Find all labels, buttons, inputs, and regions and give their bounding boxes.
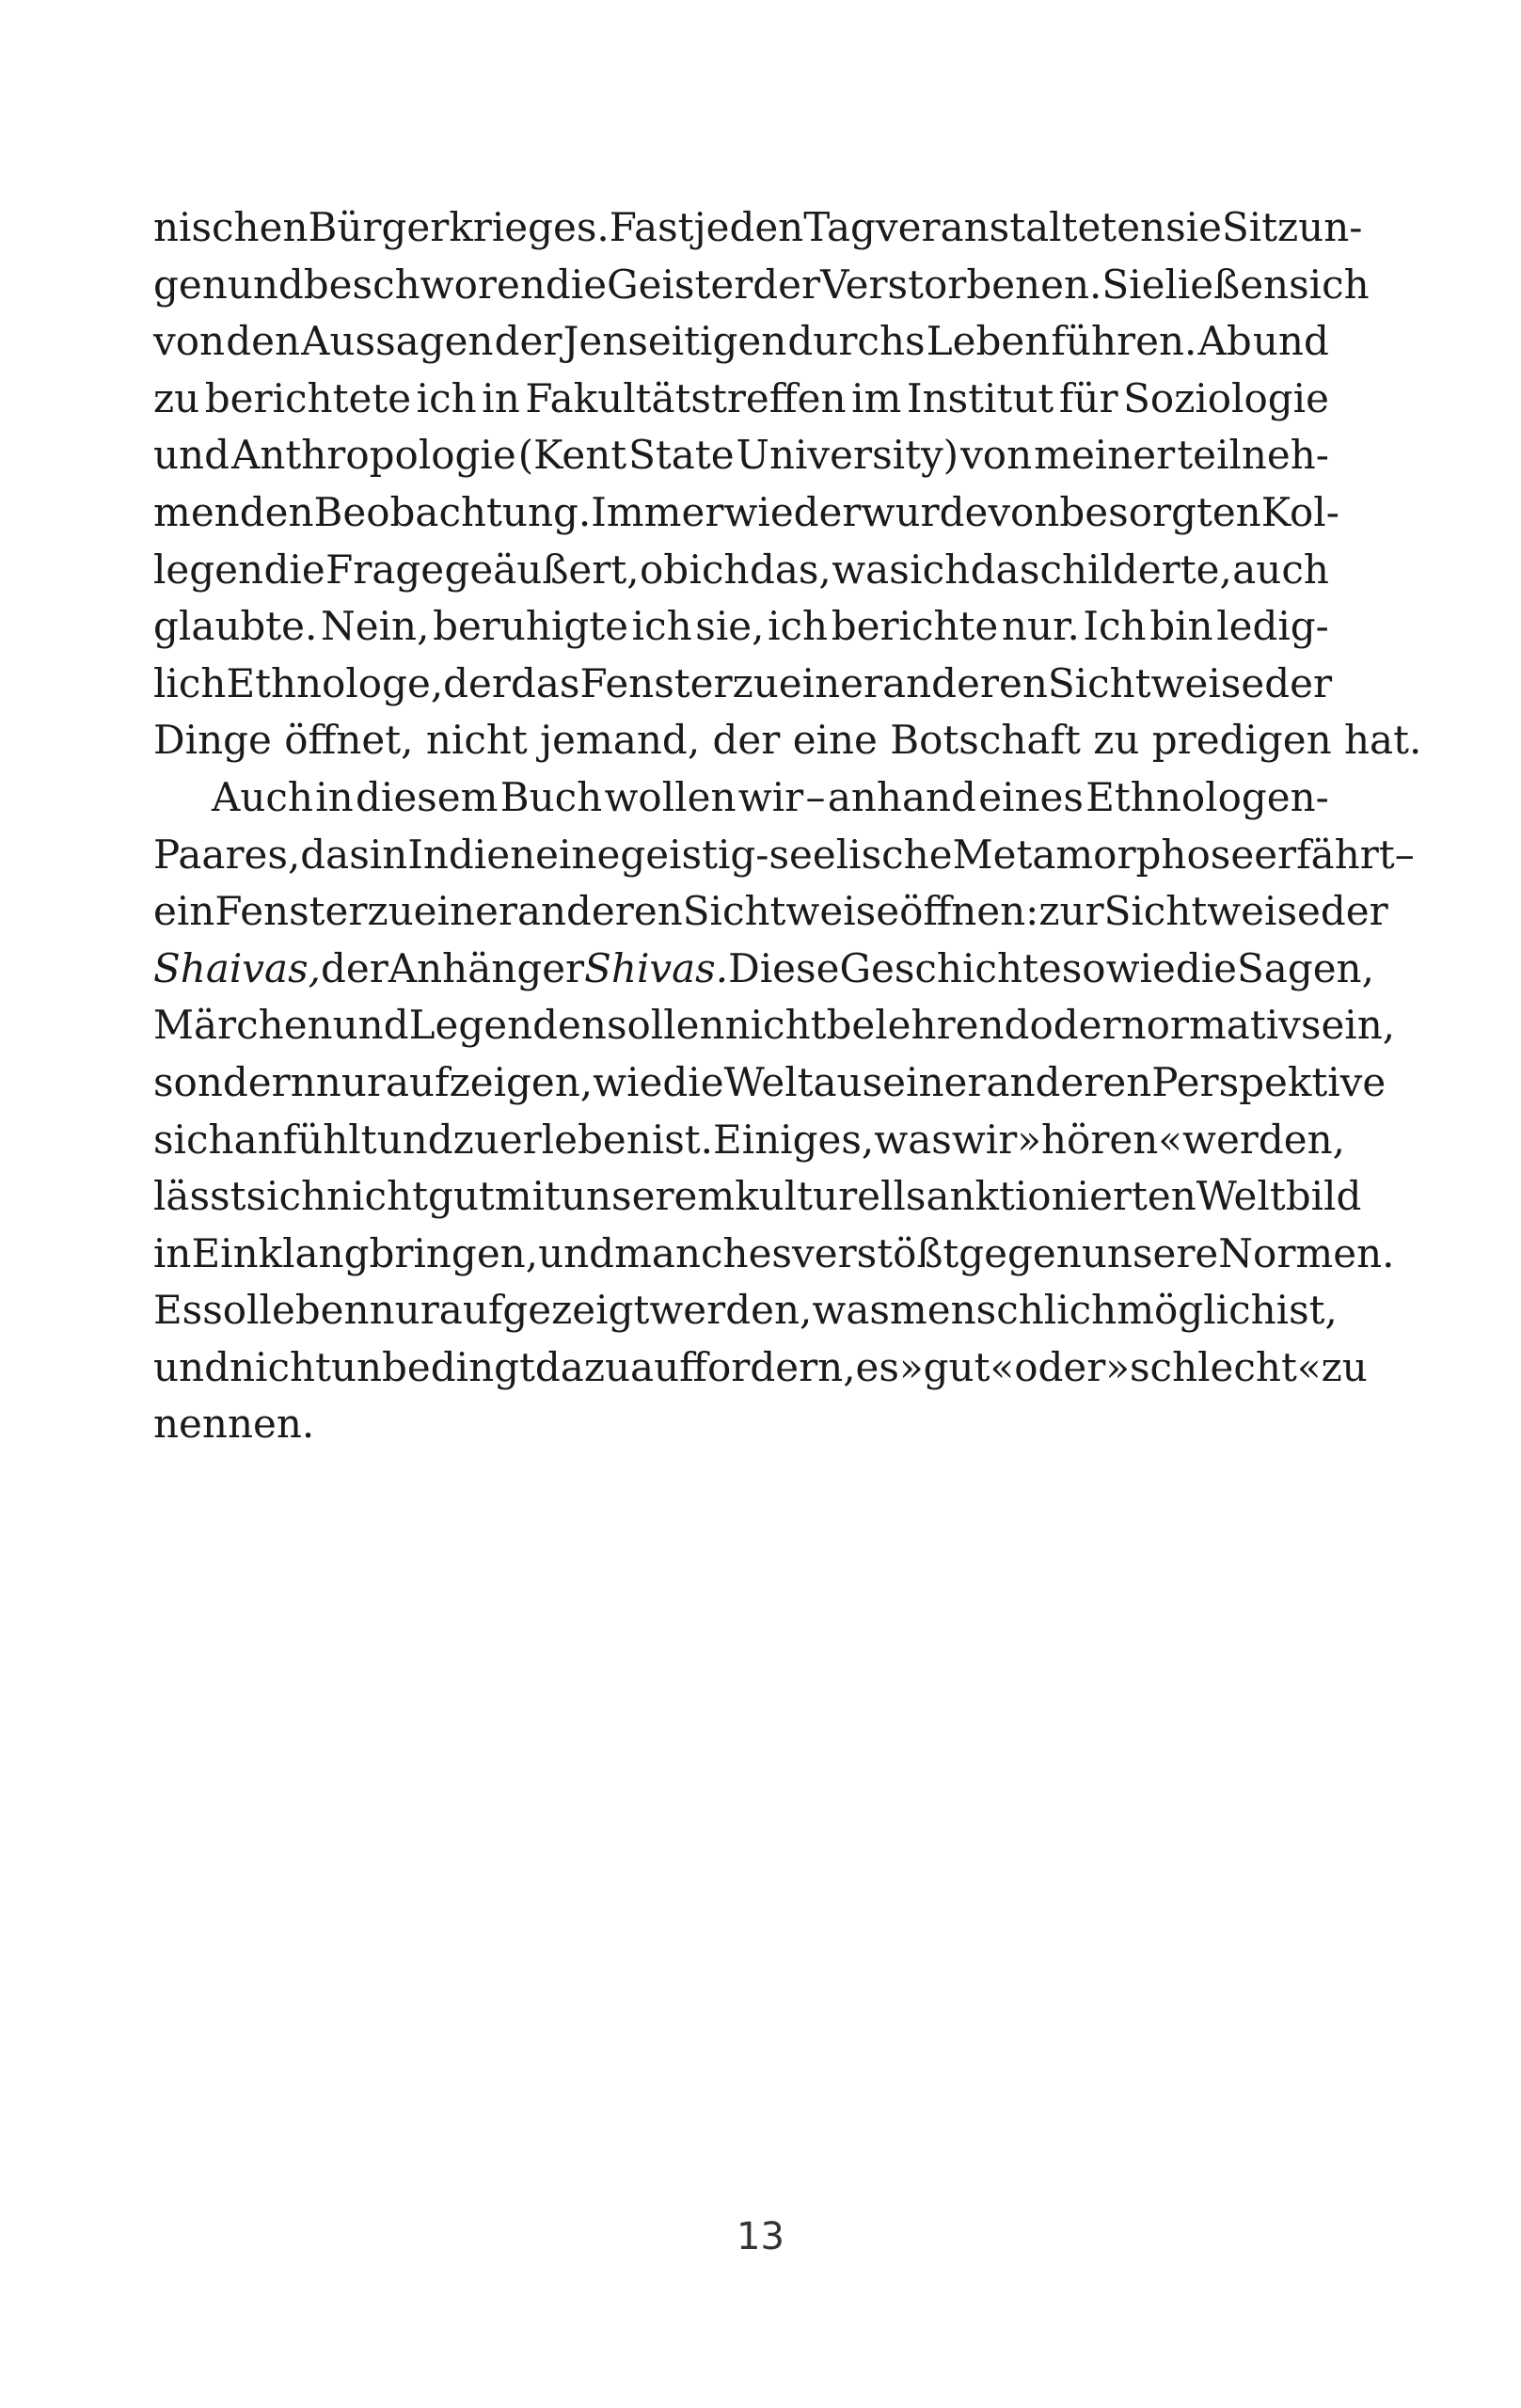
- text-line: sich anfühlt und zu erleben ist. Einiges, was wir »hören« werden,: [153, 1116, 1346, 1163]
- text-line: nennen.: [153, 1401, 315, 1448]
- text-line: lässt sich nicht gut mit unserem kulturell sanktionierten Weltbild: [153, 1173, 1362, 1220]
- text-line: gen und beschworen die Geister der Verstorbenen. Sie ließen sich: [153, 261, 1370, 308]
- text-line: in Einklang bringen, und manches verstößt gegen unsere Normen.: [153, 1229, 1395, 1276]
- text-line: lich Ethnologe, der das Fenster zu einer anderen Sichtweise der: [153, 659, 1333, 706]
- text-line: zu berichtete ich in Fakultätstreffen im Institut für Soziologie: [153, 374, 1329, 421]
- body-text: [153, 199, 1422, 1453]
- text-line: glaubte. Nein, beruhigte ich sie, ich berichte nur. Ich bin ledig-: [153, 603, 1329, 650]
- text-line: legen die Frage geäußert, ob ich das, was ich da schilderte, auch: [153, 546, 1329, 593]
- text-line: ein Fenster zu einer anderen Sichtweise öffnen: zur Sichtweise der: [153, 888, 1388, 935]
- text-line: nischen Bürgerkrieges. Fast jeden Tag veranstalteten sie Sitzun-: [153, 204, 1363, 250]
- text-line: Paares, das in Indien eine geistig-seelische Metamorphose erfährt –: [153, 831, 1415, 878]
- text-line: Dinge öffnet, nicht jemand, der eine Botschaft zu predigen hat.: [153, 717, 1422, 764]
- text-line: Auch in diesem Buch wollen wir – anhand eines Ethnologen-: [212, 773, 1329, 820]
- text-line: und Anthropologie (Kent State University) von meiner teilneh-: [153, 432, 1329, 479]
- text-line: sondern nur aufzeigen, wie die Welt aus einer anderen Perspektive: [153, 1058, 1386, 1105]
- text-line: und nicht unbedingt dazu auffordern, es »gut« oder »schlecht« zu: [153, 1343, 1368, 1390]
- page-number: 13: [737, 2215, 784, 2258]
- text-line: Shaivas, der Anhänger Shivas. Diese Geschichte sowie die Sagen,: [153, 944, 1374, 991]
- text-line: menden Beobachtung. Immer wieder wurde von besorgten Kol-: [153, 488, 1339, 535]
- text-line: Es soll eben nur aufgezeigt werden, was menschlich möglich ist,: [153, 1287, 1338, 1334]
- text-line: Märchen und Legenden sollen nicht belehrend oder normativ sein,: [153, 1002, 1396, 1049]
- text-line: von den Aussagen der Jenseitigen durchs Leben führen. Ab und: [153, 318, 1329, 365]
